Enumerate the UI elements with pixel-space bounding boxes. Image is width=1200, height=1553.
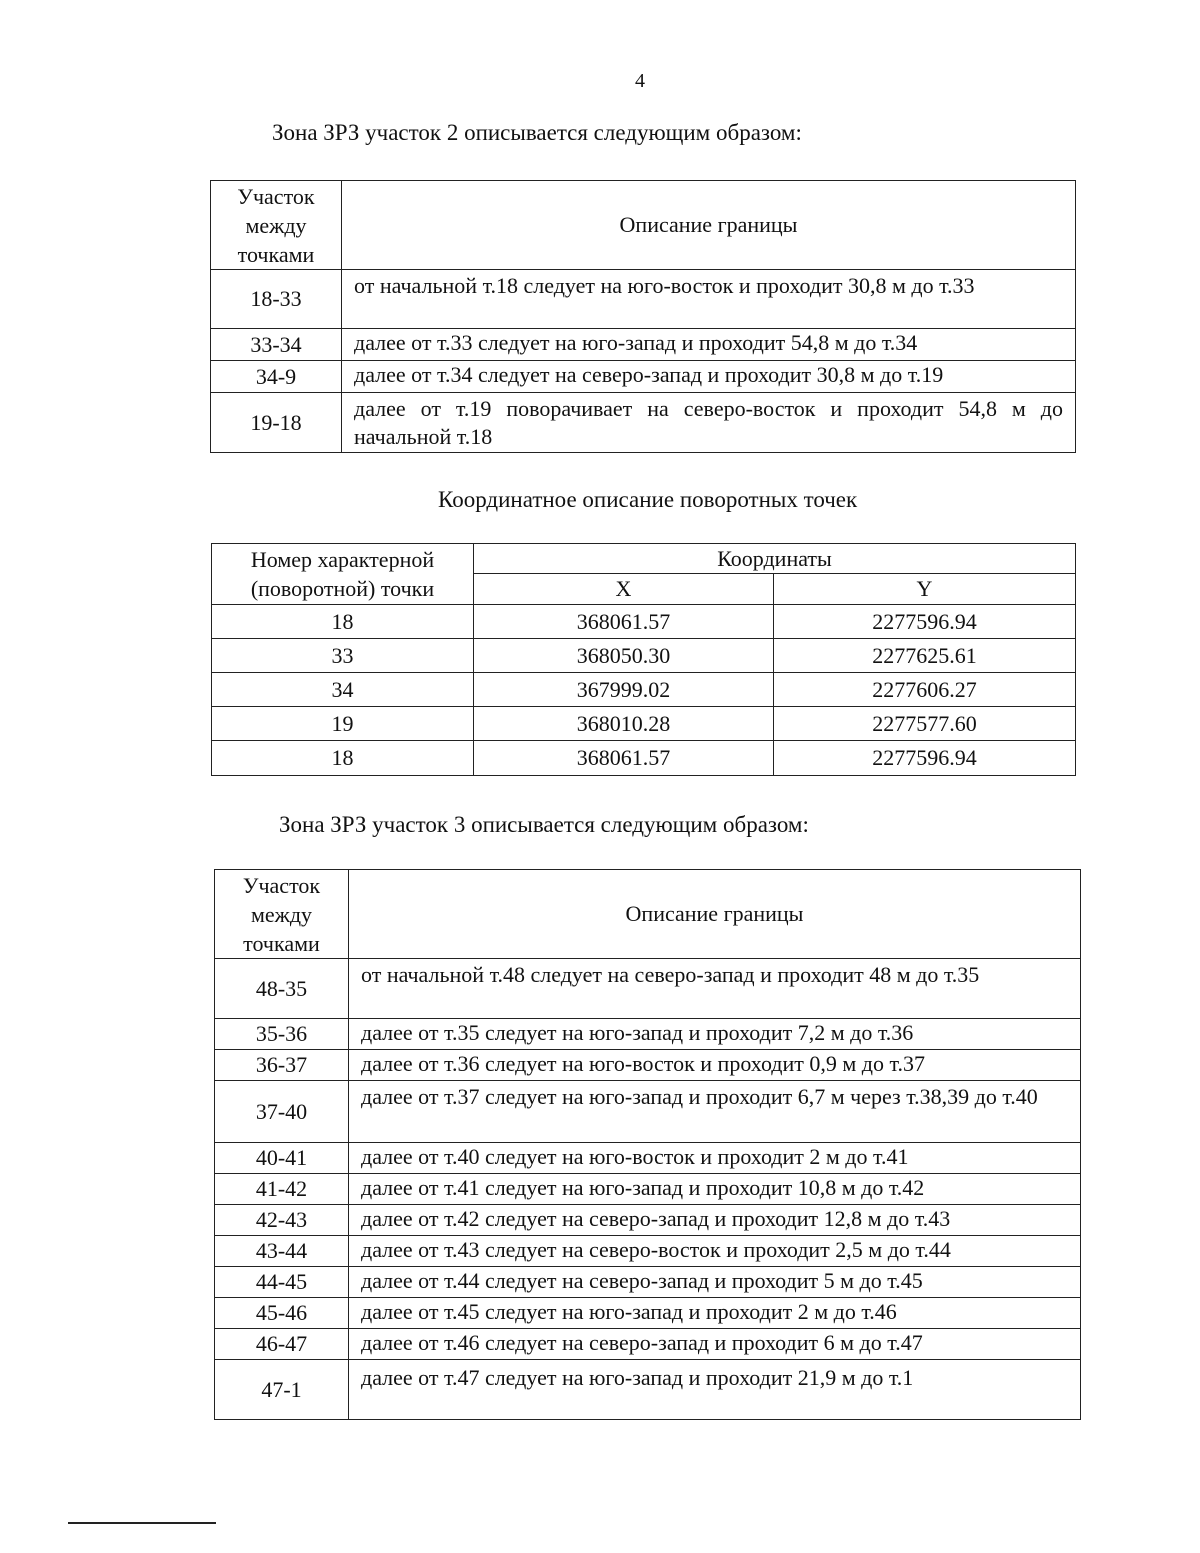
y-cell: 2277577.60 — [774, 707, 1076, 741]
table-row — [215, 1205, 1081, 1236]
segment-cell: 40-41 — [215, 1143, 349, 1174]
table-row — [212, 707, 1076, 741]
table-row — [211, 393, 1076, 453]
table-row — [212, 741, 1076, 776]
coordinates-table — [211, 543, 1076, 776]
table-row — [215, 1236, 1081, 1267]
table-row — [211, 329, 1076, 361]
point-cell: 18 — [212, 741, 474, 776]
description-cell: далее от т.42 следует на северо-запад и проходит 12,8 м до т.43 — [349, 1205, 1081, 1236]
table-row — [212, 673, 1076, 707]
description-cell: далее от т.33 следует на юго-запад и проходит 54,8 м до т.34 — [342, 329, 1076, 361]
section-2-heading: Зона ЗРЗ участок 2 описывается следующим образом: — [272, 120, 802, 145]
x-cell: 368061.57 — [474, 605, 774, 639]
description-cell: от начальной т.18 следует на юго-восток и проходит 30,8 м до т.33 — [342, 270, 1076, 329]
section-3-boundary-table — [214, 869, 1081, 1420]
page-number: 4 — [635, 70, 645, 92]
table-header-row — [211, 181, 1076, 270]
table-row — [215, 959, 1081, 1019]
point-cell: 34 — [212, 673, 474, 707]
segment-cell: 33-34 — [211, 329, 342, 361]
segment-cell: 43-44 — [215, 1236, 349, 1267]
section-2-boundary-table — [210, 180, 1076, 453]
y-cell: 2277625.61 — [774, 639, 1076, 673]
point-cell: 18 — [212, 605, 474, 639]
segment-cell: 41-42 — [215, 1174, 349, 1205]
segment-cell: 44-45 — [215, 1267, 349, 1298]
segment-cell: 46-47 — [215, 1329, 349, 1360]
table-row — [215, 1267, 1081, 1298]
segment-cell: 45-46 — [215, 1298, 349, 1329]
segment-cell: 34-9 — [211, 361, 342, 393]
description-cell: далее от т.36 следует на юго-восток и проходит 0,9 м до т.37 — [349, 1050, 1081, 1081]
segment-cell: 37-40 — [215, 1081, 349, 1143]
table-row — [215, 1298, 1081, 1329]
footnote-separator — [68, 1522, 216, 1524]
description-cell: далее от т.35 следует на юго-запад и проходит 7,2 м до т.36 — [349, 1019, 1081, 1050]
description-cell: далее от т.47 следует на юго-запад и проходит 21,9 м до т.1 — [349, 1360, 1081, 1420]
segment-cell: 42-43 — [215, 1205, 349, 1236]
table-row — [215, 1050, 1081, 1081]
table-row — [212, 605, 1076, 639]
header-segment: Участок между точками — [211, 181, 342, 270]
y-cell: 2277606.27 — [774, 673, 1076, 707]
x-cell: 368010.28 — [474, 707, 774, 741]
header-y: Y — [774, 574, 1076, 605]
header-coordinates: Координаты — [474, 544, 1076, 574]
coordinates-heading: Координатное описание поворотных точек — [438, 487, 858, 512]
header-point-number: Номер характерной (поворотной) точки — [212, 544, 474, 605]
table-header-row — [212, 544, 1076, 574]
table-row — [215, 1143, 1081, 1174]
table-row — [211, 361, 1076, 393]
description-cell: далее от т.34 следует на северо-запад и проходит 30,8 м до т.19 — [342, 361, 1076, 393]
table-row — [215, 1174, 1081, 1205]
section-3-heading: Зона ЗРЗ участок 3 описывается следующим образом: — [279, 812, 809, 837]
description-cell: далее от т.37 следует на юго-запад и проходит 6,7 м через т.38,39 до т.40 — [349, 1081, 1081, 1143]
description-cell: далее от т.43 следует на северо-восток и проходит 2,5 м до т.44 — [349, 1236, 1081, 1267]
x-cell: 368050.30 — [474, 639, 774, 673]
table-row — [212, 639, 1076, 673]
y-cell: 2277596.94 — [774, 605, 1076, 639]
x-cell: 368061.57 — [474, 741, 774, 776]
table-row — [215, 1019, 1081, 1050]
x-cell: 367999.02 — [474, 673, 774, 707]
table-row — [215, 1329, 1081, 1360]
header-description: Описание границы — [342, 181, 1076, 270]
segment-cell: 35-36 — [215, 1019, 349, 1050]
segment-cell: 48-35 — [215, 959, 349, 1019]
description-cell: от начальной т.48 следует на северо-запад и проходит 48 м до т.35 — [349, 959, 1081, 1019]
description-cell: далее от т.45 следует на юго-запад и проходит 2 м до т.46 — [349, 1298, 1081, 1329]
table-row — [211, 270, 1076, 329]
description-cell: далее от т.19 поворачивает на северо-восток и проходит 54,8 м до начальной т.18 — [342, 393, 1076, 453]
description-cell: далее от т.46 следует на северо-запад и проходит 6 м до т.47 — [349, 1329, 1081, 1360]
segment-cell: 47-1 — [215, 1360, 349, 1420]
table-row — [215, 1081, 1081, 1143]
point-cell: 33 — [212, 639, 474, 673]
header-x: X — [474, 574, 774, 605]
description-cell: далее от т.40 следует на юго-восток и проходит 2 м до т.41 — [349, 1143, 1081, 1174]
y-cell: 2277596.94 — [774, 741, 1076, 776]
header-description: Описание границы — [349, 870, 1081, 959]
header-segment: Участок между точками — [215, 870, 349, 959]
table-row — [215, 1360, 1081, 1420]
point-cell: 19 — [212, 707, 474, 741]
description-cell: далее от т.44 следует на северо-запад и проходит 5 м до т.45 — [349, 1267, 1081, 1298]
table-header-row — [215, 870, 1081, 959]
segment-cell: 18-33 — [211, 270, 342, 329]
segment-cell: 19-18 — [211, 393, 342, 453]
description-cell: далее от т.41 следует на юго-запад и проходит 10,8 м до т.42 — [349, 1174, 1081, 1205]
segment-cell: 36-37 — [215, 1050, 349, 1081]
